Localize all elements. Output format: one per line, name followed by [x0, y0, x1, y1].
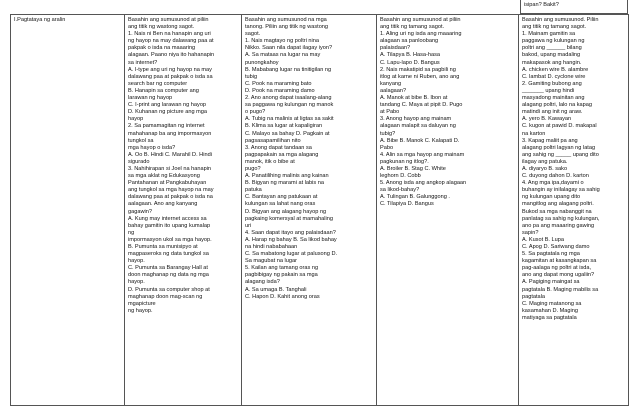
text-line: ng kulungan upang dito [522, 194, 581, 201]
text-line: sa likod-bahay? [380, 187, 420, 194]
text-line: 2. Nais makatipid sa pagbili ng [380, 66, 456, 73]
text-line: na hindi nababahaan [245, 244, 298, 250]
text-line: C. Apog D. Sariwang damo [522, 244, 590, 250]
text-line: ano pa ang maaaring gawing [522, 222, 595, 229]
text-line: A. Tulingan B. Galunggong . [380, 194, 450, 201]
text-line: B. Bigyan ng marami at labis na [245, 180, 324, 187]
text-line: Basahin ang sumusunod at piliin [380, 17, 461, 23]
text-line: tungkol sa [128, 137, 154, 144]
text-line: pagbibigay ng pakain sa mga [245, 272, 318, 279]
continuation-cell [520, 0, 628, 14]
text-line: pag-aalaga ng poltri at isda, [522, 265, 592, 272]
text-line: mangitlog ang alagang poltri. [522, 201, 594, 208]
text-line: Basahin ang sumusunod at piliin [128, 17, 209, 23]
text-line: aalagaan? [380, 87, 407, 94]
text-line: ng hayop na may dalawang paa at [128, 38, 214, 45]
text-line: alagang isda? [245, 279, 280, 286]
text-line: A. Broiler B. Stag C. White [380, 165, 446, 172]
text-line: larawan ng hayop [128, 95, 173, 102]
text-line: bakod, upang madaling [522, 52, 581, 59]
text-line: kagamitan at kasangkapan sa [522, 258, 597, 265]
text-line: pagkaing komersyal at mamahaling [245, 215, 333, 222]
text-line: A. Manok at bibe B. Ibon at [380, 95, 448, 102]
text-line: 1. Nais magtayo ng poltri nina [245, 38, 320, 45]
text-line: A. Kung may internet access sa [128, 215, 207, 222]
text-line: 1. Nais ni Ben na hanapin ang uri [128, 31, 211, 38]
text-line: hayop. [128, 279, 145, 286]
text-line: sapin? [522, 229, 539, 236]
text-line: ang titik ng wastong sagot. [128, 24, 195, 31]
text-line: C. duyong dahon D. karton [522, 173, 589, 180]
column-1-cell [125, 15, 242, 406]
text-line: kulungan sa lahat nang oras [245, 201, 316, 208]
text-line: tubig? [380, 130, 396, 137]
text-line: palaisdaan? [380, 45, 411, 52]
text-line: alagaan. Paano niya ito hahanapin [128, 52, 215, 59]
text-line: ang sahig ng _____ upang dito [522, 151, 599, 158]
text-line: pagtatala B. Maging mabilis sa [522, 286, 599, 293]
text-line: ang tungkol sa mga hayop na may [128, 187, 214, 194]
text-line: kasamahan D. Maging [522, 307, 578, 314]
text-line: search bar ng computer [128, 80, 188, 87]
text-line: C. I-print ang larawan ng hayop [128, 102, 207, 109]
text-line: paggawa ng kulungan ng [522, 38, 585, 45]
text-line: 2. Ano anong dapat isaalang-alang [245, 95, 332, 102]
text-line: D. Pumunta sa computer shop at [128, 286, 210, 293]
text-line: A. Sa umaga B. Tanghali [245, 286, 307, 293]
text-line: 1. Aling uri ng isda ang maaaring [380, 31, 462, 38]
text-line: pagtatala [522, 293, 546, 300]
text-line: sigurado [128, 158, 150, 165]
text-line: makapasok ang hangin. [522, 59, 582, 66]
text-line: dalawang paa at pakpak o isda na [128, 194, 213, 201]
text-line: C. Lapu-lapo D. Bangus [380, 59, 440, 66]
text-line: dalawang paa at pakpak o isda sa [128, 73, 213, 80]
assessment-row [11, 15, 629, 406]
text-line: 3. Anong dapat tandaan sa [245, 144, 312, 151]
text-line: B. Pumunta sa munisipyo at [128, 244, 198, 250]
text-line: B. Hanapin sa computer ang [128, 87, 199, 94]
text-line: sa paggawa ng kulungan ng manok [245, 102, 334, 109]
row-label: I.Pagtataya ng aralin [14, 17, 66, 23]
text-line: kanyang [380, 80, 402, 87]
column-2-cell [242, 15, 377, 406]
text-line: 4. Saan dapat itayo ang palaisdaan? [245, 229, 336, 236]
text-line: buhangin ay inilalagay sa sahig [522, 187, 600, 194]
text-line: C. Pook na maraming bato [245, 80, 312, 87]
text-line: uri [245, 222, 252, 229]
continuation-text: isipan? Bakit? [524, 2, 559, 8]
text-line: sagot. [245, 31, 261, 38]
text-line: A. Tubig na malinis at ligtas sa sakit [245, 116, 334, 123]
text-line: 5. Kailan ang tamang oras ng [245, 265, 319, 272]
text-line: leghorn D. Cobb [380, 173, 421, 180]
text-line: ng [128, 229, 135, 236]
text-line: 4. Ang mga ipa,dayami o [522, 180, 584, 187]
text-line: Basahin ang sumusunod na mga [245, 17, 327, 23]
text-line: ng hayop. [128, 307, 153, 314]
text-line: Pabo [380, 144, 394, 151]
text-line: A. Panatilihing malinis ang kainan [245, 173, 329, 180]
text-line: A. Sa mataas na lugar na may [245, 52, 321, 59]
text-line: alagaan malapit sa daluyan ng [380, 123, 456, 130]
text-line: hayop. [128, 258, 145, 265]
text-line: _______ upang hindi [522, 87, 575, 94]
text-line: 2. Sa pamamagitan ng internet [128, 123, 205, 130]
text-line: maghanap doon mag-scan ng [128, 293, 203, 300]
text-line: o pugo? [245, 109, 266, 116]
text-line: tandang C. Maya at pipit D. Pugo [380, 102, 463, 109]
text-line: manok, itik o bibe at [245, 158, 295, 165]
text-line: gagawin? [128, 208, 152, 215]
text-line: pagsasapamilihan nito [245, 137, 301, 144]
text-line: matiyaga sa pagtatala [522, 314, 577, 321]
text-line: ang titik ng tamang sagot. [380, 24, 445, 31]
text-line: pagpapakain sa mga alagang [245, 151, 319, 158]
text-line: ilagay ang patuka. [522, 158, 568, 165]
text-line: 4. Alin sa mga hayop ang mainam [380, 151, 465, 158]
text-line: Basahin ang sumusunod. Piliin [522, 17, 599, 23]
text-line: alagaan sa panloobang [380, 38, 439, 45]
text-line: C. Bantayan ang patukaan at [245, 194, 318, 201]
text-line: A. Pagiging maingat sa [522, 279, 580, 286]
text-line: A. chicken wire B. alambre [522, 66, 589, 73]
text-line: Pantahanan at Pangkabuhayan [128, 180, 207, 187]
text-line: C. kugon at pawid D. makapal [522, 123, 597, 130]
text-line: 2. Gamiting bubong ang [522, 80, 582, 87]
column-4-cell [519, 15, 629, 406]
text-line: D. Bigyan ang alagang hayop ng [245, 208, 327, 215]
text-line: sa mga aklat ng Edukasyong [128, 173, 200, 180]
text-line: C. Pumunta sa Barangay Hall at [128, 265, 208, 272]
text-line: doon maghanap ng data ng mga [128, 272, 209, 279]
text-line: tubig [245, 73, 258, 80]
text-line: pagkunan ng itlog?. [380, 158, 429, 165]
text-line: D. Pook na maraming damo [245, 87, 315, 94]
text-line: na karton [522, 130, 546, 137]
text-line: at Pabo [380, 109, 400, 116]
text-line: Sa magubat na lugar [245, 258, 297, 265]
text-line: A. Tilapya B. Hasa-hasa [380, 52, 441, 59]
text-line: B. Mababang lugar na tinitigilan ng [245, 66, 332, 73]
text-line: ang titik ng tamang sagot. [522, 24, 587, 31]
text-line: patuka [245, 187, 262, 194]
text-line: C. Tilapiya D. Bangus [380, 201, 434, 208]
text-line: punongkahoy [245, 59, 279, 66]
text-line: D. Kuhanan ng picture ang mga [128, 109, 207, 116]
text-line: panlatag sa sahig ng kulungan, [522, 215, 600, 222]
text-line: bahay gamitin ito upang kumalap [128, 222, 211, 229]
text-line: poltri ang ______ bilang [522, 45, 582, 52]
text-line: C. Hapon D. Kahit anong oras [245, 293, 320, 300]
text-line: A. Harap ng bahay B. Sa likod bahay [245, 236, 337, 243]
text-line: 3. Nahihirapan si Joel na hanapin [128, 165, 212, 172]
text-line: 1. Mainam gamitin sa [522, 31, 576, 38]
lesson-table [10, 14, 629, 406]
text-line: magpaseroks ng data tungkol sa [128, 251, 209, 258]
text-line: itlog at karne ni Ruben, ano ang [380, 73, 460, 80]
text-line: A. Kusot B. Lupa [522, 236, 564, 243]
text-line: 3. Anong hayop ang mainam [380, 116, 452, 123]
row-label-cell [11, 15, 125, 406]
text-line: A. Bibe B. Manok C. Kalapati D. [380, 137, 460, 144]
text-line: B. Klima sa lugar at kapaligiran [245, 123, 323, 130]
text-line: C. Maging matanong sa [522, 300, 582, 307]
text-line: impormasyon ukol sa mga hayop. [128, 236, 212, 243]
text-line: alagang poltri, lalo na kapag [522, 102, 592, 109]
text-line: pakpak o isda na maaaring [128, 45, 196, 52]
text-line: 5. Sa pagtatala ng mga [522, 251, 580, 258]
text-line: sa internet? [128, 59, 158, 66]
text-line: mgapicture [128, 300, 156, 307]
text-line: Nikko. Saan nila dapat ilagay iyon? [245, 45, 333, 52]
text-line: tanong. Piliin ang titik ng wastong [245, 24, 329, 31]
text-line: A. yero B. Kawayan [522, 116, 572, 123]
text-line: hayop [128, 116, 144, 123]
text-line: aalagaan. Ano ang kanyang [128, 201, 198, 208]
text-line: Bukod sa mga nabanggit na [522, 208, 592, 215]
text-line: A. Oo B. Hindi C. Marahil D. Hindi [128, 151, 212, 158]
text-line: pugo? [245, 165, 261, 172]
column-3-cell [377, 15, 519, 406]
text-line: C. lambat D. cyclone wire [522, 73, 586, 80]
text-line: ano ang dapat mong ugaliin? [522, 272, 595, 279]
text-line: alagang poltri lagyan ng latag [522, 144, 596, 151]
text-line: mahahanap ba ang impormasyon [128, 130, 212, 137]
text-line: A. I-type ang uri ng hayop na may [128, 66, 212, 73]
text-line: C. Malayo sa bahay D. Pagkain at [245, 130, 330, 137]
text-line: mga hayop o isda? [128, 144, 176, 151]
text-line: 3. Kapag maliit pa ang [522, 137, 578, 144]
text-line: masyadong mainitan ang [522, 95, 585, 102]
text-line: C. Sa mabatong lugar at palusong D. [245, 251, 338, 258]
text-line: 5. Anong isda ang angkop alagaan [380, 180, 467, 187]
text-line: matindi ang init ng araw. [522, 109, 583, 116]
text-line: A. diyaryo B. sako [522, 165, 568, 172]
